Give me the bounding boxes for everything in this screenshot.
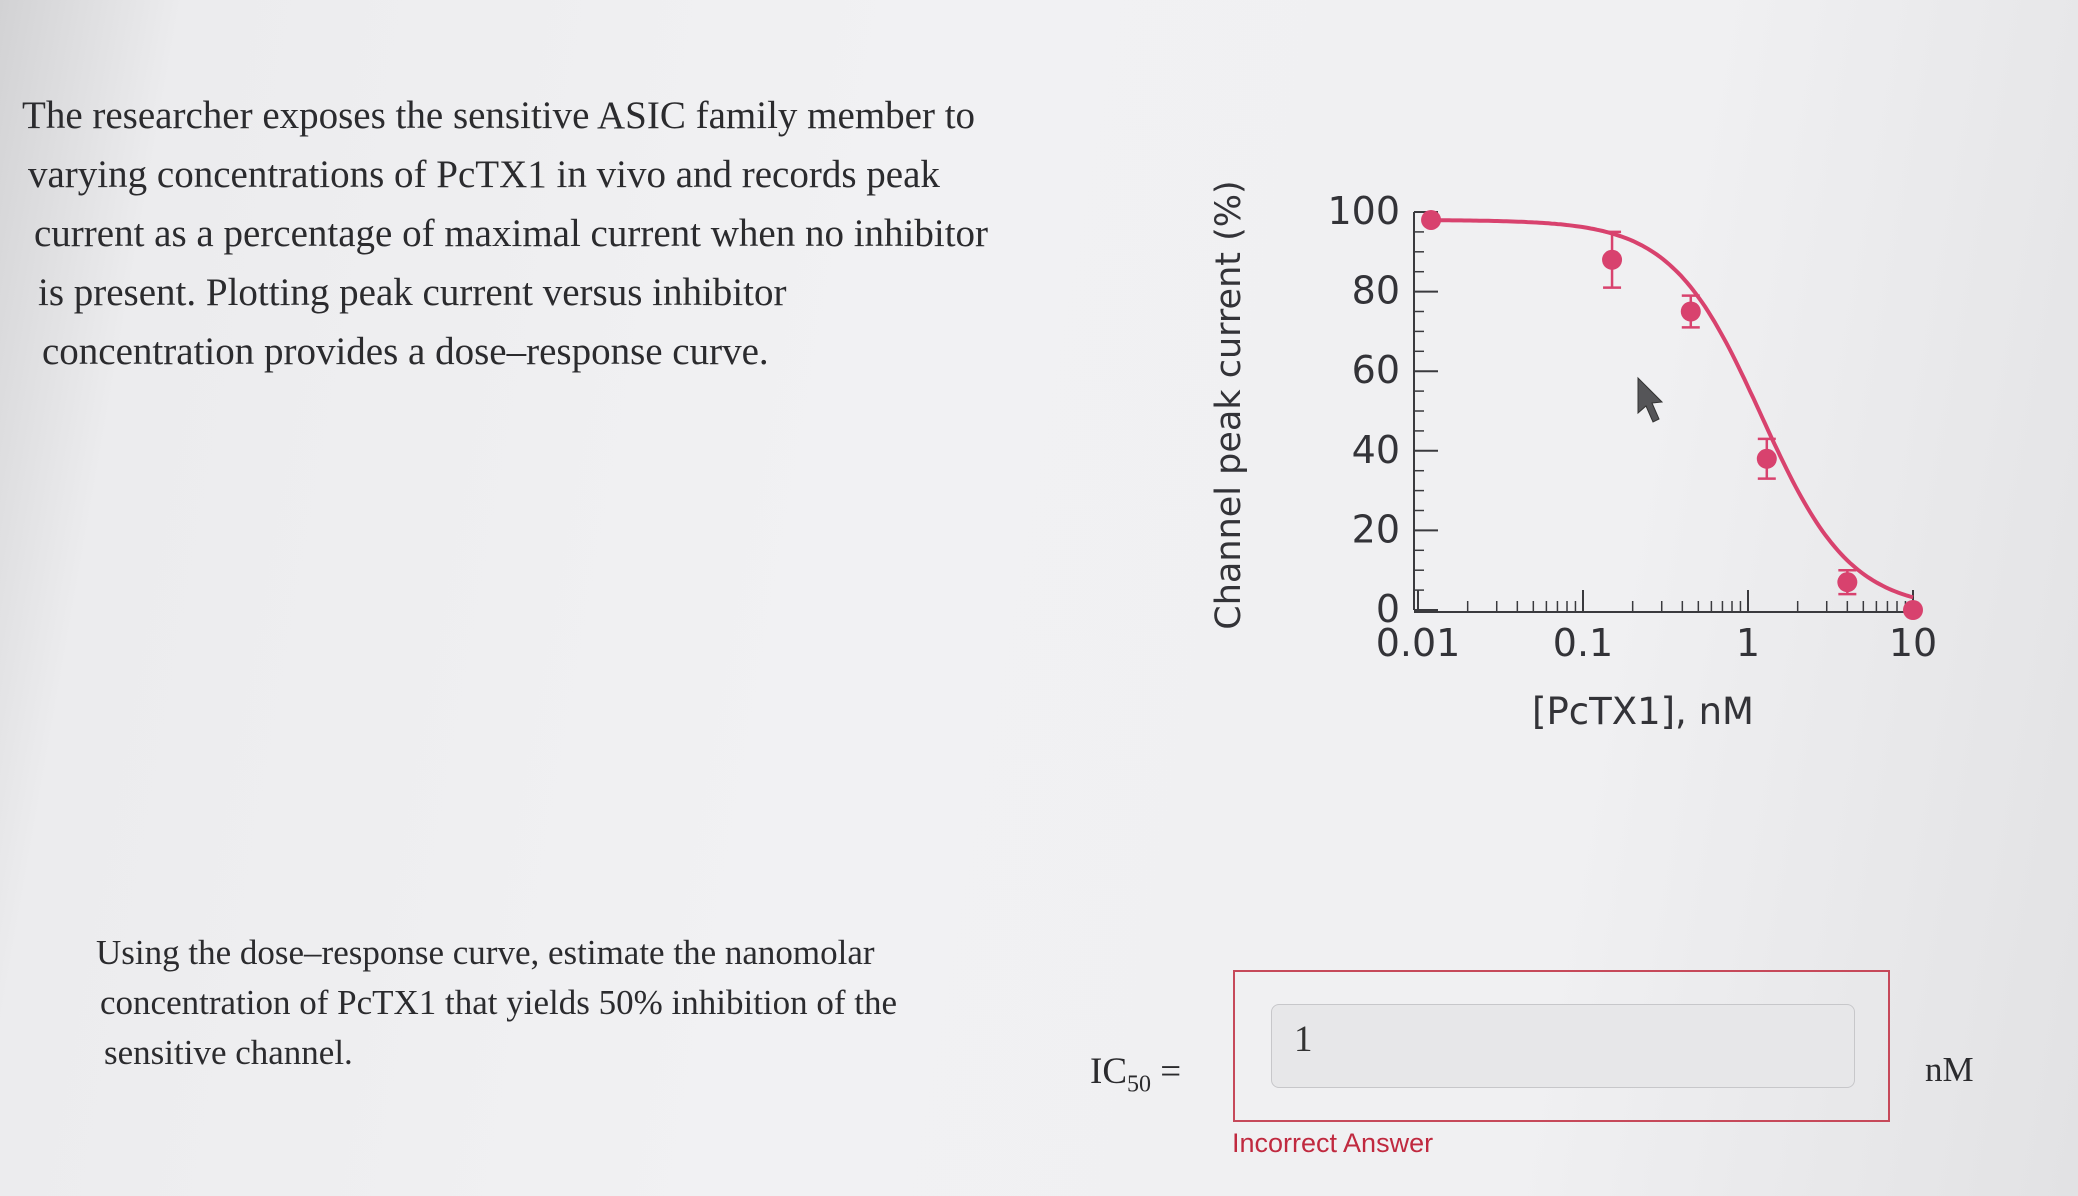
ic50-label	[1090, 1050, 1181, 1098]
data-point	[1903, 600, 1923, 620]
x-tick-label: 0.1	[1552, 621, 1614, 665]
ic50-answer-input[interactable]	[1271, 1004, 1855, 1088]
unit-label: nM	[1925, 1050, 1974, 1089]
x-tick-label: 0.01	[1375, 621, 1461, 665]
x-tick-label: 1	[1735, 621, 1761, 665]
data-point	[1681, 302, 1701, 322]
fit-curve	[1431, 220, 1913, 597]
x-axis	[1376, 590, 1937, 665]
question-line: Using the dose–response curve, estimate the nanomolar	[96, 933, 875, 972]
dose-response-chart	[1170, 140, 1970, 740]
question-line: sensitive channel.	[104, 1033, 353, 1072]
mouse-cursor-icon	[1638, 378, 1662, 422]
question-paragraph	[96, 928, 996, 1078]
ic50-label-subscript: 50	[1127, 1071, 1151, 1098]
data-point	[1757, 449, 1777, 469]
question-line: concentration of PcTX1 that yields 50% inhibition of the	[100, 983, 898, 1022]
intro-line: current as a percentage of maximal current when no inhibitor	[34, 212, 989, 255]
y-axis-label: Channel peak current (%)	[1209, 180, 1249, 630]
y-tick-label: 0	[1375, 587, 1400, 631]
answer-box	[1233, 970, 1890, 1122]
intro-line: concentration provides a dose–response curve.	[42, 330, 769, 373]
data-point	[1421, 210, 1441, 230]
intro-line: varying concentrations of PcTX1 in vivo and records peak	[28, 153, 940, 196]
x-tick-label: 10	[1888, 621, 1938, 665]
y-axis	[1327, 189, 1438, 631]
data-point	[1837, 572, 1857, 592]
y-tick-label: 60	[1351, 348, 1400, 393]
intro-line: is present. Plotting peak current versus inhibitor	[38, 271, 787, 314]
incorrect-answer-feedback: Incorrect Answer	[1232, 1128, 1434, 1158]
dose-response-plot	[1170, 140, 1970, 740]
data-point	[1602, 250, 1622, 270]
intro-paragraph	[22, 86, 1022, 381]
ic50-label-equals: =	[1151, 1051, 1182, 1092]
y-tick-label: 80	[1351, 268, 1400, 313]
y-tick-label: 40	[1351, 427, 1400, 472]
intro-line: The researcher exposes the sensitive ASIC family member to	[22, 94, 976, 137]
fit-curve-group	[1431, 220, 1913, 597]
ic50-label-main: IC	[1090, 1051, 1127, 1092]
y-tick-label: 100	[1327, 189, 1400, 233]
x-axis-label: [PcTX1], nM	[1532, 690, 1754, 733]
y-tick-label: 20	[1351, 507, 1400, 552]
